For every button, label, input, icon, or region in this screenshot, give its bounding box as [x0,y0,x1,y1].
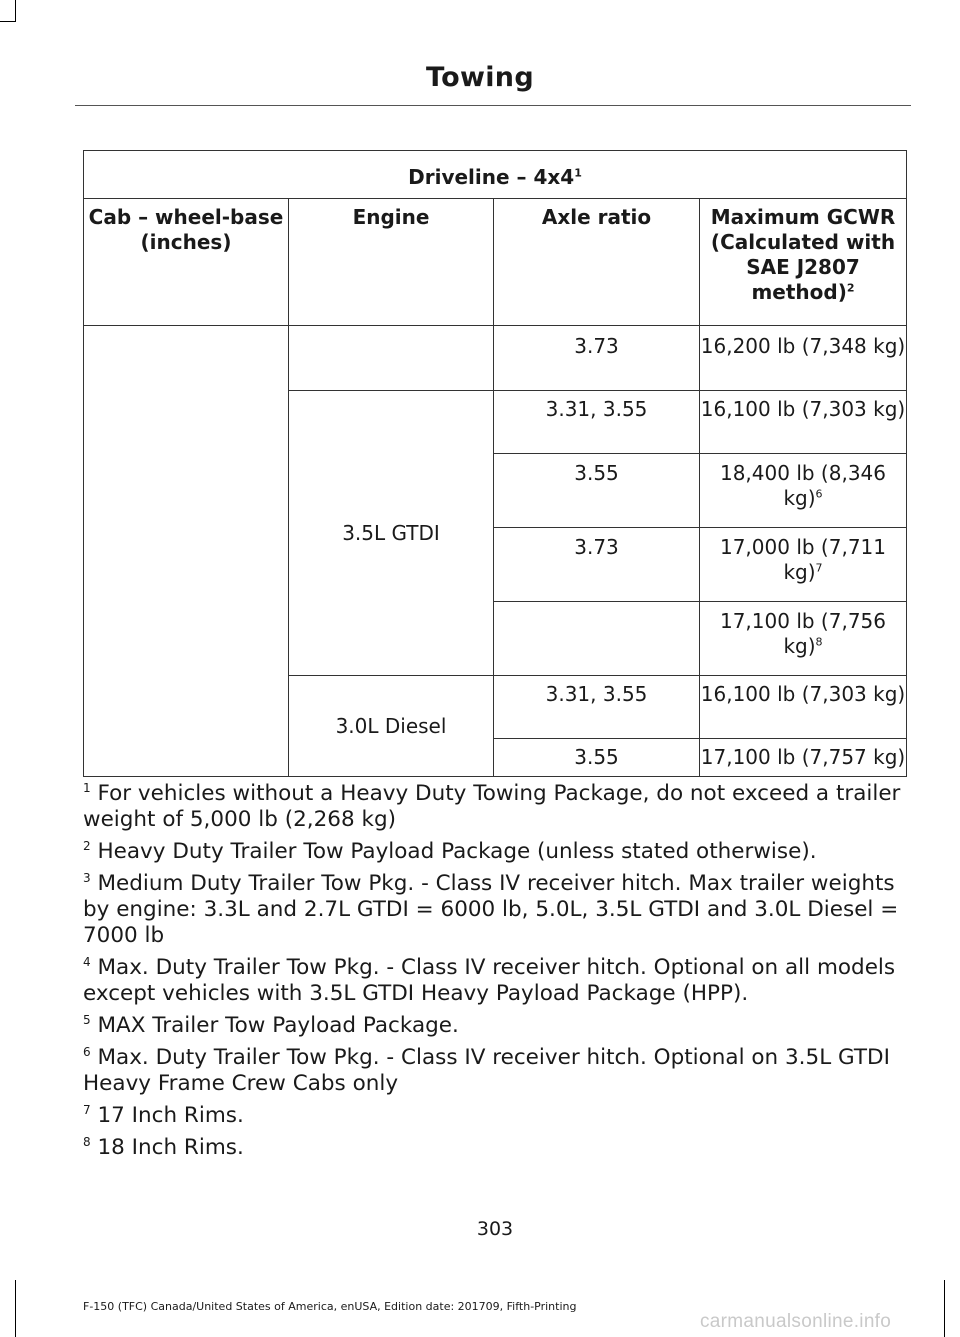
column-header-axle: Axle ratio [494,199,700,326]
table-cell: 3.55 [494,454,700,528]
column-header-engine: Engine [289,199,494,326]
table-cell: 17,100 lb (7,756 kg)$^8$ [700,602,907,676]
edition-footer: F-150 (TFC) Canada/United States of America, enUSA, Edition date: 201709, Fifth-Printing [83,1300,577,1313]
engine-cell-empty [289,326,494,391]
table-cell: 3.73 [494,326,700,391]
table-cell [494,602,700,676]
crop-mark [0,21,16,22]
table-cell: 17,100 lb (7,757 kg) [700,739,907,777]
table-cell: 17,000 lb (7,711 kg)$^7$ [700,528,907,602]
engine-cell: 3.5L GTDI [289,391,494,676]
table-title [84,151,907,199]
footnote: $^5$ MAX Trailer Tow Payload Package. [83,1012,459,1038]
footnote: $^1$ For vehicles without a Heavy Duty Towing Package, do not exceed a trailer weight of 5,000 lb (2,268 kg) [83,780,901,832]
crop-mark [944,1280,945,1337]
page-title: Towing [426,62,534,93]
footnotes [83,781,913,1167]
table-cell: 3.55 [494,739,700,777]
table-title-footnote: 1 [574,166,582,180]
table-cell: 16,100 lb (7,303 kg) [700,676,907,739]
table-cell: 3.31, 3.55 [494,676,700,739]
title-divider [75,105,911,106]
page-number: 303 [476,1218,514,1240]
watermark: carmanualsonline.info [700,1311,892,1332]
table-cell: 18,400 lb (8,346 kg)$^6$ [700,454,907,528]
crop-mark [15,0,16,22]
footnote: $^2$ Heavy Duty Trailer Tow Payload Package (unless stated otherwise). [83,838,817,864]
crop-mark [15,1280,16,1337]
column-header-gcwr: Maximum GCWR (Calculated with SAE J2807 method)$^2$ [700,199,907,326]
table-title-text: Driveline – 4x4 [408,165,575,189]
footnote: $^6$ Max. Duty Trailer Tow Pkg. - Class IV receiver hitch. Optional on 3.5L GTDI Heavy Frame Crew Cabs only [83,1044,890,1096]
table-cell: 16,100 lb (7,303 kg) [700,391,907,454]
towing-spec-table [83,150,907,777]
footnote: $^3$ Medium Duty Trailer Tow Pkg. - Class IV receiver hitch. Max trailer weights by engine: 3.3L and 2.7L GTDI = 6000 lb, 5.0L, 3.5L GTDI and 3.0L Diesel = 7000 lb [83,870,899,948]
footnote: $^8$ 18 Inch Rims. [83,1134,244,1160]
engine-cell: 3.0L Diesel [289,676,494,777]
gcwr-footnote: 2 [846,281,855,295]
table-cell: 3.31, 3.55 [494,391,700,454]
cab-cell [84,326,289,777]
column-header-cab: Cab – wheel-base (inches) [84,199,289,326]
footnote: $^7$ 17 Inch Rims. [83,1102,244,1128]
table-cell: 16,200 lb (7,348 kg) [700,326,907,391]
table-cell: 3.73 [494,528,700,602]
footnote: $^4$ Max. Duty Trailer Tow Pkg. - Class IV receiver hitch. Optional on all models except vehicles with 3.5L GTDI Heavy Payload Package (HPP). [83,954,896,1006]
